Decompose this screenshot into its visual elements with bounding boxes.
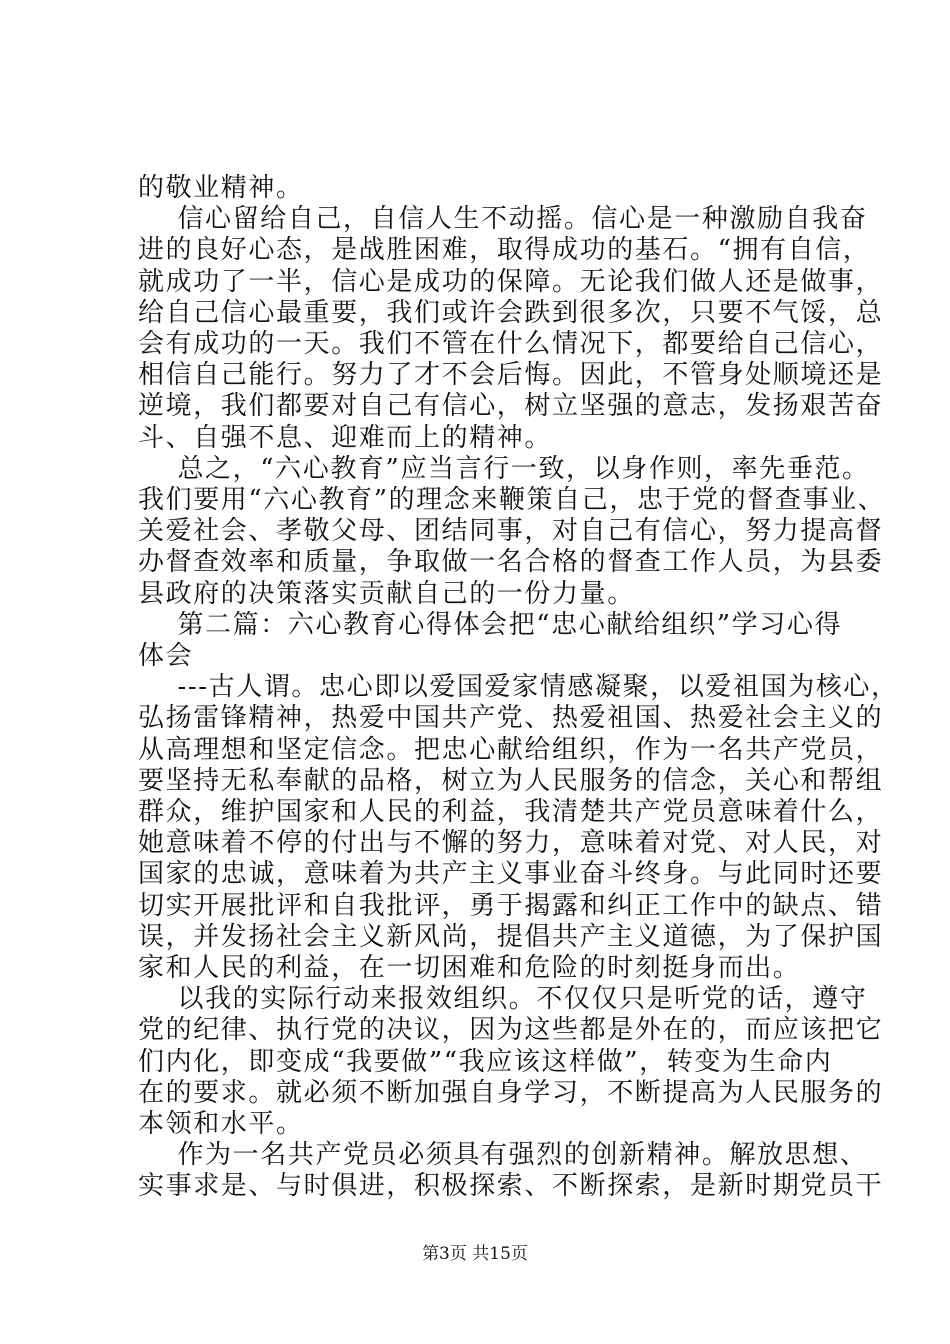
body-text-line: 她意味着不停的付出与不懈的努力，意味着对党、对人民，对 <box>138 828 884 859</box>
body-text-line: 进的良好心态，是战胜困难，取得成功的基石。“拥有自信， <box>138 235 871 266</box>
body-text-line: 就成功了一半，信心是成功的保障。无论我们做人还是做事， <box>138 266 884 297</box>
body-text-line: 要坚持无私奉献的品格，树立为人民服务的信念，关心和帮组 <box>138 765 884 796</box>
body-text-line: 总之，“六心教育”应当言行一致，以身作则，率先垂范。 <box>138 453 870 484</box>
body-text-line: 我们要用“六心教育”的理念来鞭策自己，忠于党的督查事业、 <box>138 485 886 515</box>
body-text-line: 信心留给自己，自信人生不动摇。信心是一种激励自我奋 <box>138 204 868 235</box>
body-text-line: 们内化，即变成“我要做”“我应该这样做”，转变为生命内 <box>138 1046 833 1077</box>
body-text-line: 县政府的决策落实贡献自己的一份力量。 <box>138 578 635 609</box>
body-text-line: 办督查效率和质量，争取做一名合格的督查工作人员，为县委 <box>138 547 884 578</box>
body-text-line: 切实开展批评和自我批评，勇于揭露和纠正工作中的缺点、错 <box>138 890 884 921</box>
body-text-line: 会有成功的一天。我们不管在什么情况下，都要给自己信心， <box>138 329 884 359</box>
body-text-line: 逆境，我们都要对自己有信心，树立坚强的意志，发扬艰苦奋 <box>138 391 884 422</box>
body-text-line: 关爱社会、孝敬父母、团结同事，对自己有信心，努力提高督 <box>138 516 884 547</box>
body-text-line: 本领和水平。 <box>138 1109 304 1139</box>
body-text-line: 的敬业精神。 <box>138 173 304 203</box>
body-text-line: 给自己信心最重要，我们或许会跌到很多次，只要不气馁，总 <box>138 297 884 328</box>
body-text-line: 在的要求。就必须不断加强自身学习，不断提高为人民服务的 <box>138 1077 884 1108</box>
body-text-line: ---古人谓。忠心即以爱国爱家情感凝聚，以爱祖国为核心， <box>138 672 899 703</box>
body-text-line: 家和人民的利益，在一切困难和危险的时刻挺身而出。 <box>138 953 801 983</box>
body-text-line: 弘扬雷锋精神，热爱中国共产党、热爱祖国、热爱社会主义的 <box>138 703 884 734</box>
body-text-line: 以我的实际行动来报效组织。不仅仅只是听党的话，遵守 <box>138 984 868 1015</box>
body-text-line: 党的纪律、执行党的决议，因为这些都是外在的，而应该把它 <box>138 1015 884 1046</box>
body-text-line: 作为一名共产党员必须具有强烈的创新精神。解放思想、 <box>138 1140 868 1171</box>
body-text-line: 国家的忠诚，意味着为共产主义事业奋斗终身。与此同时还要 <box>138 859 884 890</box>
body-text-line: 从高理想和坚定信念。把忠心献给组织，作为一名共产党员， <box>138 734 884 765</box>
body-text-line: 斗、自强不息、迎难而上的精神。 <box>138 422 553 453</box>
section-heading-line: 第二篇：六心教育心得体会把“忠心献给组织”学习心得 <box>138 609 843 640</box>
page-number-footer: 第3页 共15页 <box>422 1244 528 1264</box>
body-text-line: 误，并发扬社会主义新风尚，提倡共产主义道德，为了保护国 <box>138 921 884 952</box>
body-text-line: 群众，维护国家和人民的利益，我清楚共产党员意味着什么， <box>138 797 884 827</box>
body-text-line: 相信自己能行。努力了才不会后悔。因此，不管身处顺境还是 <box>138 360 884 391</box>
section-heading-line: 体会 <box>138 641 194 671</box>
body-text-line: 实事求是、与时俱进，积极探索、不断探索，是新时期党员干 <box>138 1171 884 1202</box>
